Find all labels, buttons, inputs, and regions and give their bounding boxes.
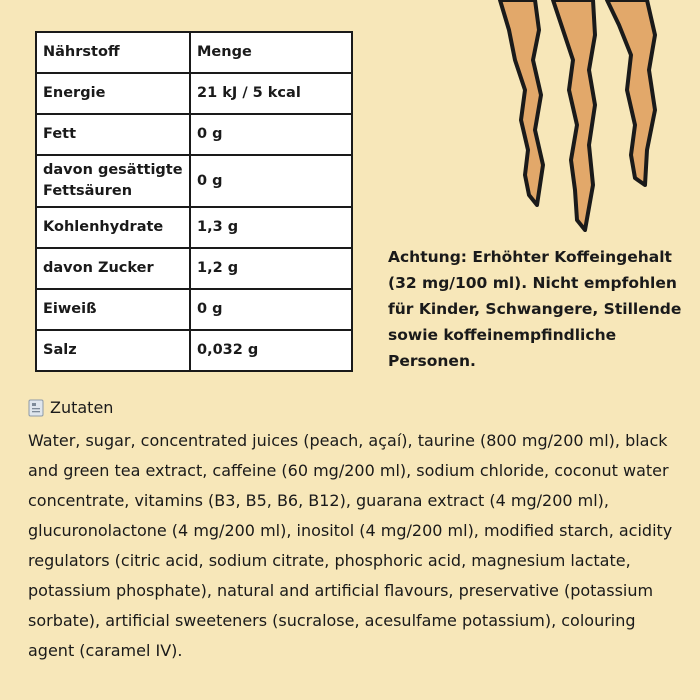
caffeine-warning: Achtung: Erhöhter Koffeingehalt (32 mg/100 ml). Nicht empfohlen für Kinder, Schwangere, Stillende sowie koffeinempfindliche Personen.	[388, 248, 682, 370]
ingredients-list: Water, sugar, concentrated juices (peach, açaí), taurine (800 mg/200 ml), black and green tea extract, caffeine (60 mg/200 ml), sodium chloride, coconut water concentrate, vitamins (B3, B5, B6, B12), guarana extract (4 mg/200 ml), glucuronolactone (4 mg/200 ml), inositol (4 mg/200 ml), modified starch, acidity regulators (citric acid, sodium citrate, phosphoric acid, magnesium lactate, potassium phosphate), natural and artificial flavours, preservative (potassium sorbate), artificial sweeteners (sucralose, acesulfame potassium), colouring agent (caramel IV).	[28, 431, 673, 660]
table-row	[36, 114, 352, 155]
ingredients-header	[28, 396, 113, 420]
ingredients-heading: Zutaten	[50, 398, 114, 417]
nutrient-amount: 0 g	[190, 289, 352, 330]
table-row	[36, 330, 352, 371]
nutrient-name: Fett	[36, 114, 190, 155]
table-row	[36, 73, 352, 114]
nutrient-amount: 1,3 g	[190, 207, 352, 248]
nutrient-name: Salz	[36, 330, 190, 371]
nutrient-amount: 0 g	[190, 155, 352, 207]
nutrient-name: davon gesättigte Fettsäuren	[36, 155, 190, 207]
table-row	[36, 248, 352, 289]
claw-stroke-middle	[553, 0, 595, 230]
nutrition-table	[35, 31, 353, 372]
header-nutrient: Nährstoff	[36, 32, 190, 73]
claw-stroke-right	[607, 0, 655, 185]
nutrient-amount: 1,2 g	[190, 248, 352, 289]
table-row	[36, 289, 352, 330]
table-row	[36, 155, 352, 207]
header-amount: Menge	[190, 32, 352, 73]
nutrient-name: Energie	[36, 73, 190, 114]
nutrient-amount: 21 kJ / 5 kcal	[190, 73, 352, 114]
nutrient-name: Eiweiß	[36, 289, 190, 330]
nutrient-name: davon Zucker	[36, 248, 190, 289]
table-row	[36, 207, 352, 248]
nutrient-amount: 0 g	[190, 114, 352, 155]
claw-stroke-left	[500, 0, 543, 205]
table-header-row	[36, 32, 352, 73]
nutrient-amount: 0,032 g	[190, 330, 352, 371]
claw-logo	[495, 0, 665, 240]
nutrient-name: Kohlenhydrate	[36, 207, 190, 248]
document-icon	[28, 399, 44, 417]
